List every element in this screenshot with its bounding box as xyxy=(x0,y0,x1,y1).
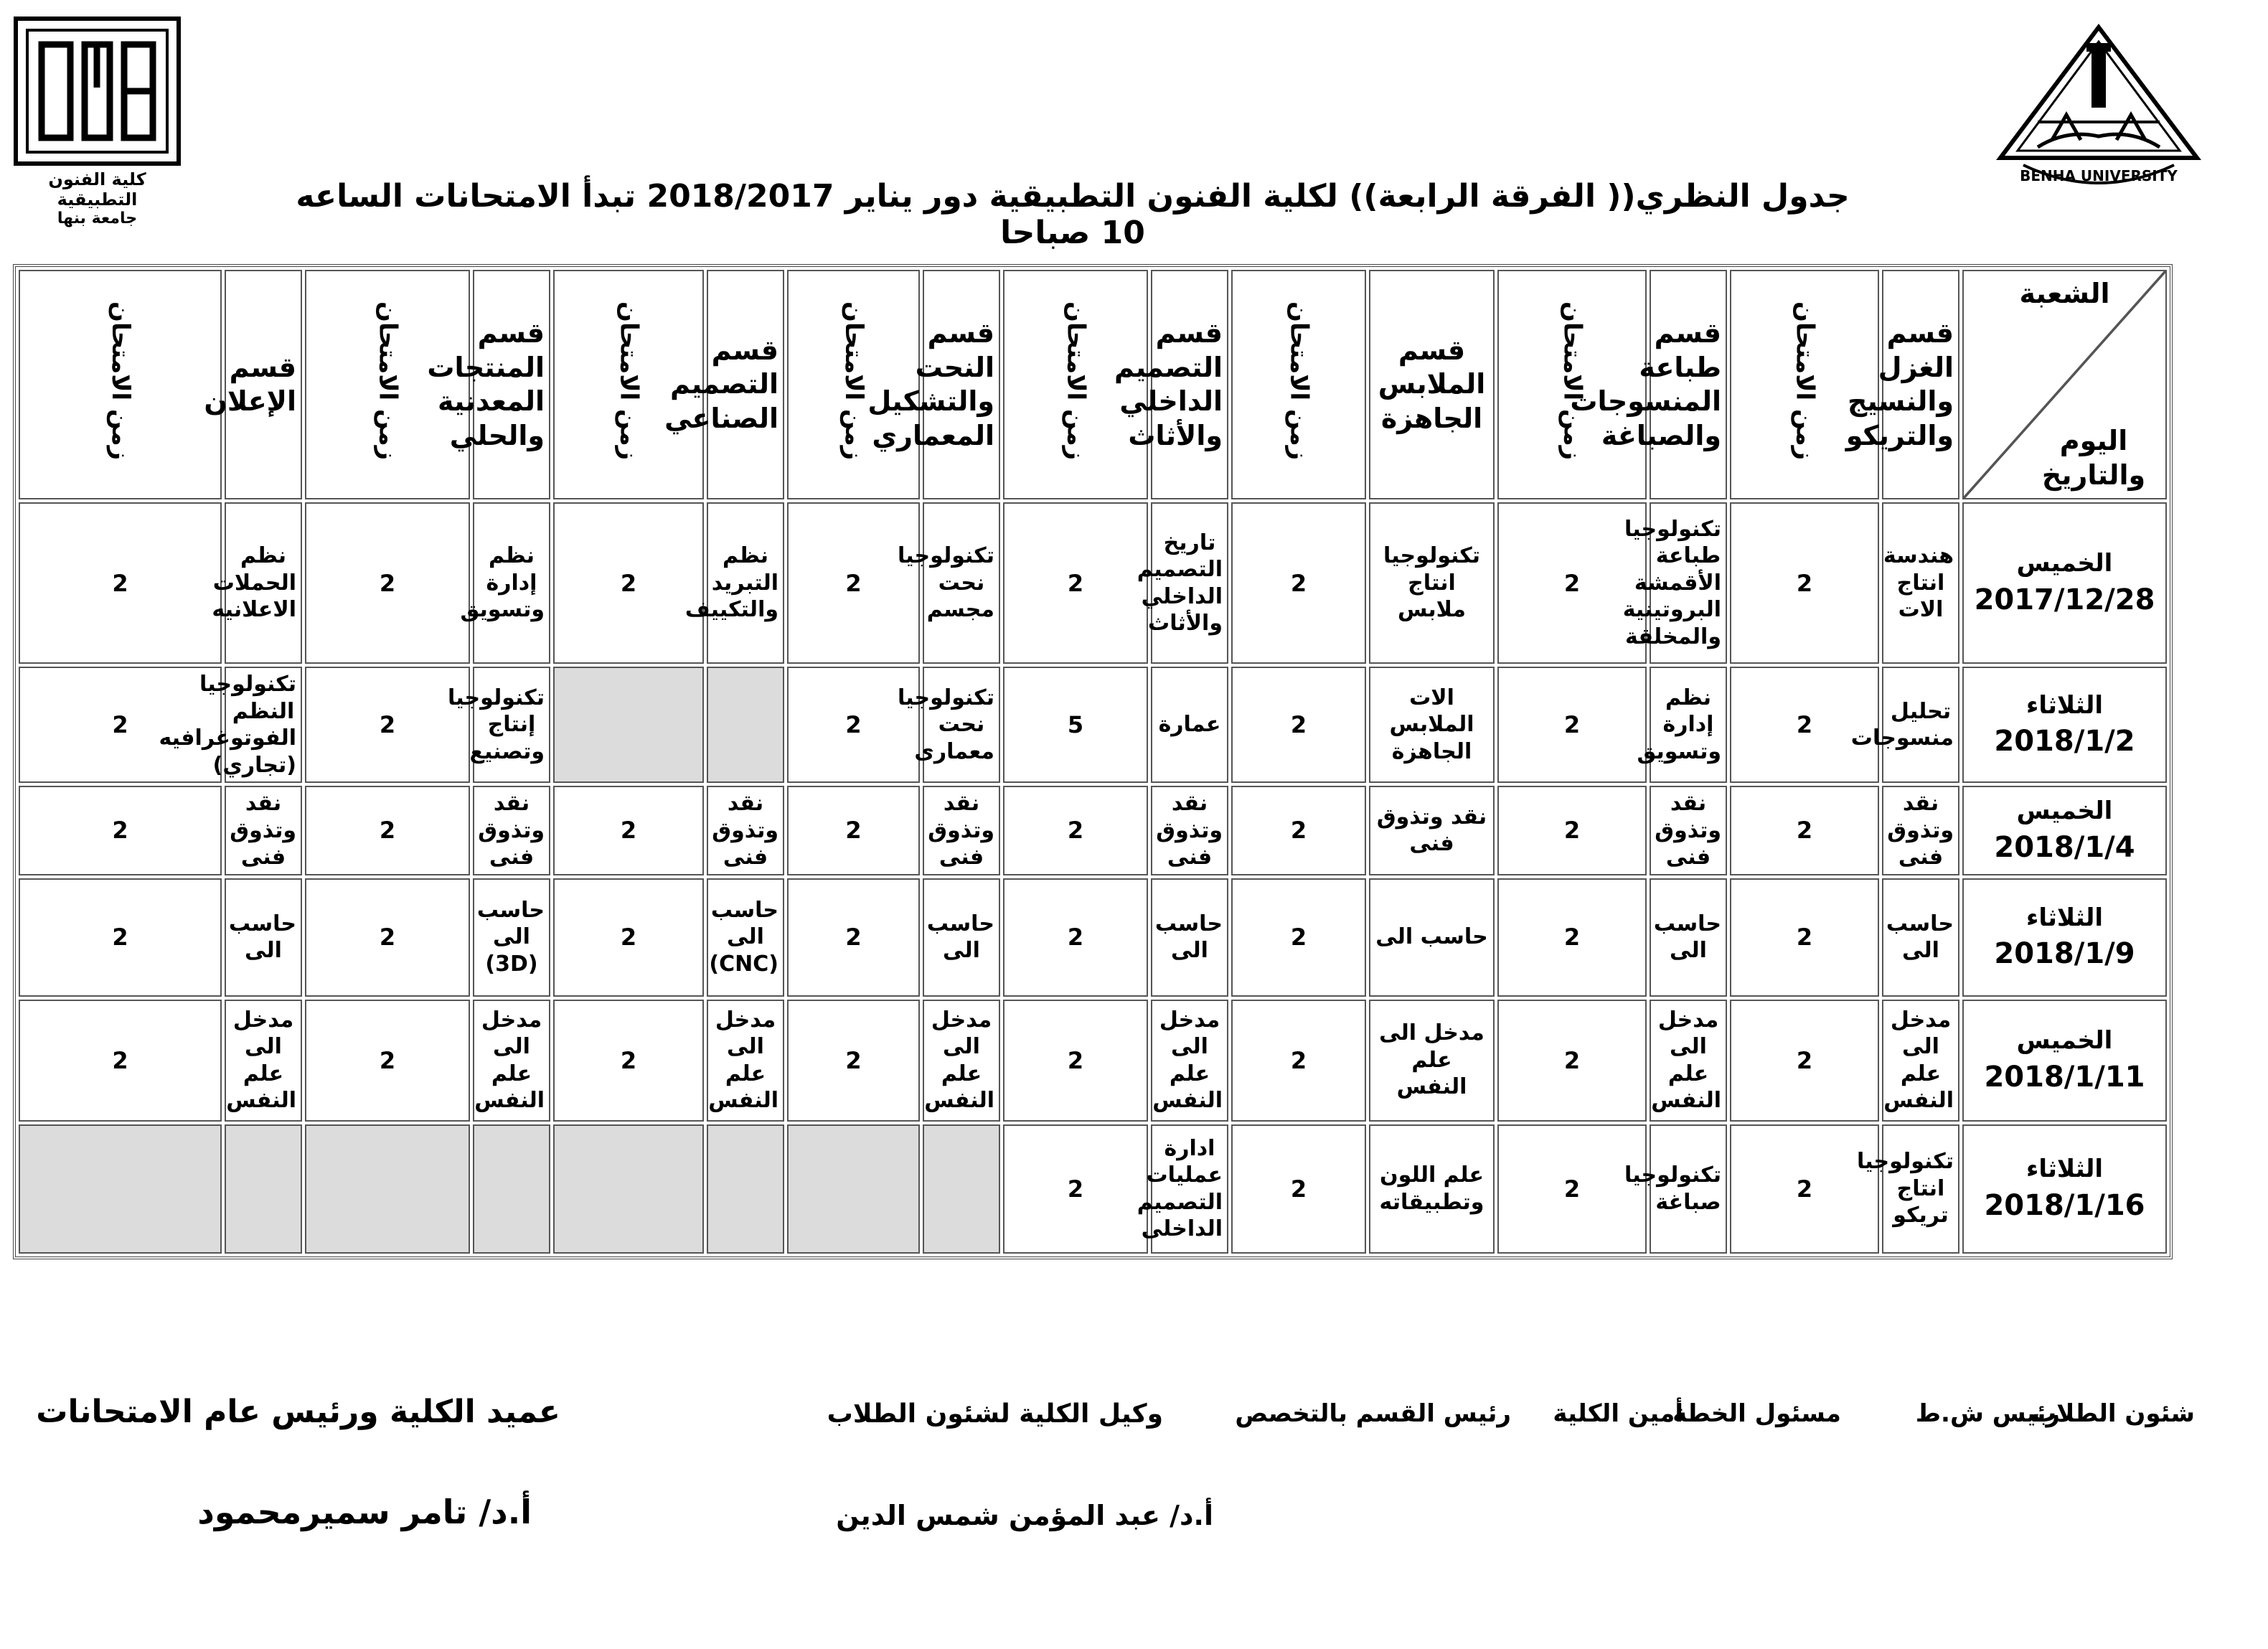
subject-cell: نظم الحملات الاعلانيه xyxy=(225,502,302,664)
table-row xyxy=(19,786,2167,875)
subject-cell xyxy=(225,1124,302,1254)
subject-cell: نقد وتذوق فنى xyxy=(1882,786,1959,875)
duration-cell: 2 xyxy=(1497,878,1647,997)
duration-cell: 2 xyxy=(1231,502,1366,664)
subject-cell: نقد وتذوق فنى xyxy=(1650,786,1727,875)
duration-cell: 2 xyxy=(305,1000,470,1122)
time-header: زمن الامتحان xyxy=(305,270,470,499)
dept-header: قسم الملابس الجاهزة xyxy=(1369,270,1495,499)
subject-cell: عمارة xyxy=(1151,667,1228,783)
duration-cell: 2 xyxy=(1730,786,1879,875)
duration-cell: 2 xyxy=(305,878,470,997)
sig-college-secretary: أمين الكلية xyxy=(1553,1399,1683,1428)
duration-cell: 2 xyxy=(305,786,470,875)
dept-header: قسم الإعلان xyxy=(225,270,302,499)
day-label: الخميس xyxy=(2016,549,2113,578)
duration-cell: 2 xyxy=(1003,1000,1148,1122)
duration-cell: 2 xyxy=(1730,878,1879,997)
sig-vice-dean: وكيل الكلية لشئون الطلاب xyxy=(827,1399,1163,1429)
duration-cell: 2 xyxy=(1497,502,1647,664)
date-label: 2018/1/11 xyxy=(1984,1060,2145,1094)
time-header: زمن الامتحان xyxy=(553,270,704,499)
duration-cell xyxy=(553,1124,704,1254)
date-cell xyxy=(1962,502,2167,664)
subject-cell: نقد وتذوق فنى xyxy=(707,786,784,875)
subject-cell: مدخل الى علم النفس xyxy=(1882,1000,1959,1122)
duration-cell: 2 xyxy=(787,502,920,664)
subject-cell: حاسب الى xyxy=(1151,878,1228,997)
dept-header: قسم طباعة المنسوجات والصباغة xyxy=(1650,270,1727,499)
signature-row-titles xyxy=(0,1394,2268,1442)
university-logo-mark xyxy=(1995,22,2203,190)
dept-header: قسم التصميم الداخلي والأثاث xyxy=(1151,270,1228,499)
subject-cell: نقد وتذوق فنى xyxy=(923,786,1000,875)
duration-cell: 2 xyxy=(787,878,920,997)
subject-cell: مدخل الى علم النفس xyxy=(225,1000,302,1122)
duration-cell: 2 xyxy=(1003,502,1148,664)
subject-cell: تكنولوجيا نحت مجسم xyxy=(923,502,1000,664)
university-logo-caption: BENHA UNIVERSITY xyxy=(2020,167,2178,184)
dept-header: قسم النحت والتشكيل المعماري xyxy=(923,270,1000,499)
subject-cell: مدخل الى علم النفس xyxy=(707,1000,784,1122)
subject-cell: حاسب الى xyxy=(923,878,1000,997)
subject-cell: علم اللون وتطبيقاته xyxy=(1369,1124,1495,1254)
table-row xyxy=(19,502,2167,664)
duration-cell: 2 xyxy=(787,786,920,875)
table-row xyxy=(19,1000,2167,1122)
faculty-logo-caption-1: كلية الفنون التطبيقية xyxy=(48,169,146,210)
subject-cell xyxy=(473,1124,550,1254)
duration-cell: 2 xyxy=(1497,786,1647,875)
day-label: الخميس xyxy=(2016,1026,2113,1056)
subject-cell: نقد وتذوق فنى xyxy=(1151,786,1228,875)
dept-header: قسم المنتجات المعدنية والحلي xyxy=(473,270,550,499)
duration-cell: 2 xyxy=(1730,1000,1879,1122)
subject-cell: حاسب الى xyxy=(1650,878,1727,997)
duration-cell: 2 xyxy=(553,502,704,664)
date-label: 2018/1/4 xyxy=(1994,830,2135,864)
day-label: الثلاثاء xyxy=(2025,690,2104,720)
sig-head-st: رئيس ش.ط xyxy=(1915,1399,2060,1428)
subject-cell: تكنولوجيا النظم الفوتوغرافيه (تجاري) xyxy=(225,667,302,783)
duration-cell xyxy=(553,667,704,783)
subject-cell: تاريخ التصميم الداخلي والأثاث xyxy=(1151,502,1228,664)
date-label: 2018/1/16 xyxy=(1984,1188,2145,1222)
duration-cell: 2 xyxy=(305,502,470,664)
duration-cell xyxy=(787,1124,920,1254)
day-label: الثلاثاء xyxy=(2025,1155,2104,1184)
time-header: زمن الامتحان xyxy=(1730,270,1879,499)
table-row xyxy=(19,1124,2167,1254)
subject-cell: حاسب الى xyxy=(1369,878,1495,997)
duration-cell: 2 xyxy=(1497,1124,1647,1254)
subject-cell: مدخل الى علم النفس xyxy=(1650,1000,1727,1122)
duration-cell: 2 xyxy=(1497,1000,1647,1122)
duration-cell: 2 xyxy=(1231,878,1366,997)
subject-cell: تكنولوجيا نحت معمارى xyxy=(923,667,1000,783)
subject-cell xyxy=(707,1124,784,1254)
duration-cell: 2 xyxy=(305,667,470,783)
table-row xyxy=(19,878,2167,997)
subject-cell: تكنولوجيا إنتاج وتصنيع xyxy=(473,667,550,783)
subject-cell: مدخل الى علم النفس xyxy=(1369,1000,1495,1122)
university-logo xyxy=(1995,22,2203,190)
sig-vice-dean-name: أ.د/ عبد المؤمن شمس الدين xyxy=(836,1500,1213,1531)
duration-cell: 2 xyxy=(1231,667,1366,783)
subject-cell: مدخل الى علم النفس xyxy=(473,1000,550,1122)
duration-cell: 2 xyxy=(19,878,222,997)
time-header: زمن الامتحان xyxy=(19,270,222,499)
date-cell xyxy=(1962,1124,2167,1254)
subject-cell: مدخل الى علم النفس xyxy=(1151,1000,1228,1122)
sig-student-affairs: شئون الطلاب xyxy=(2031,1399,2195,1428)
corner-division-label: الشعبة xyxy=(2019,278,2110,309)
duration-cell: 2 xyxy=(553,786,704,875)
dept-header: قسم التصميم الصناعي xyxy=(707,270,784,499)
time-header: زمن الامتحان xyxy=(1231,270,1366,499)
duration-cell: 2 xyxy=(19,1000,222,1122)
subject-cell: حاسب الى (CNC) xyxy=(707,878,784,997)
page-title: جدول النظري(( الفرقة الرابعة)) لكلية الفنون التطبيقية دور يناير 2018/2017 تبدأ الامتحانات الساعه 10 صباحا xyxy=(296,178,1850,251)
subject-cell: تكنولوجيا انتاج تريكو xyxy=(1882,1124,1959,1254)
date-label: 2018/1/9 xyxy=(1994,937,2135,971)
duration-cell xyxy=(19,1124,222,1254)
sig-dean: عميد الكلية ورئيس عام الامتحانات xyxy=(36,1394,560,1430)
duration-cell: 2 xyxy=(19,667,222,783)
signature-row-names xyxy=(0,1493,2268,1536)
duration-cell: 2 xyxy=(19,786,222,875)
faculty-logo xyxy=(13,16,182,227)
subject-cell: نظم إدارة وتسويق xyxy=(1650,667,1727,783)
sig-dept-head: رئيس القسم بالتخصص xyxy=(1235,1399,1511,1428)
day-label: الخميس xyxy=(2016,797,2113,825)
faculty-logo-mark xyxy=(13,16,182,166)
sig-plan-officer: مسئول الخطة xyxy=(1672,1399,1841,1428)
subject-cell: نقد وتذوق فنى xyxy=(1369,786,1495,875)
subject-cell xyxy=(923,1124,1000,1254)
duration-cell: 2 xyxy=(1497,667,1647,783)
subject-cell: هندسة انتاج الات xyxy=(1882,502,1959,664)
day-label: الثلاثاء xyxy=(2025,903,2104,932)
subject-cell: الات الملابس الجاهزة xyxy=(1369,667,1495,783)
subject-cell: مدخل الى علم النفس xyxy=(923,1000,1000,1122)
subject-cell: نقد وتذوق فنى xyxy=(473,786,550,875)
date-cell xyxy=(1962,1000,2167,1122)
time-header: زمن الامتحان xyxy=(1497,270,1647,499)
subject-cell: حاسب الى (3D) xyxy=(473,878,550,997)
duration-cell: 2 xyxy=(787,1000,920,1122)
table-row xyxy=(19,667,2167,783)
duration-cell: 2 xyxy=(1003,1124,1148,1254)
header-row xyxy=(19,270,2167,499)
subject-cell: ادارة عمليات التصميم الداخلى xyxy=(1151,1124,1228,1254)
duration-cell: 2 xyxy=(1730,667,1879,783)
dept-header: قسم الغزل والنسيج والتريكو xyxy=(1882,270,1959,499)
subject-cell: نظم إدارة وتسويق xyxy=(473,502,550,664)
subject-cell: تحليل منسوجات xyxy=(1882,667,1959,783)
subject-cell: تكنولوجيا صباغة xyxy=(1650,1124,1727,1254)
subject-cell xyxy=(707,667,784,783)
time-header: زمن الامتحان xyxy=(787,270,920,499)
duration-cell: 5 xyxy=(1003,667,1148,783)
duration-cell: 2 xyxy=(787,667,920,783)
duration-cell: 2 xyxy=(1730,502,1879,664)
date-cell xyxy=(1962,878,2167,997)
subject-cell: نظم التبريد والتكييف xyxy=(707,502,784,664)
duration-cell: 2 xyxy=(1231,786,1366,875)
duration-cell: 2 xyxy=(1003,786,1148,875)
subject-cell: نقد وتذوق فنى xyxy=(225,786,302,875)
duration-cell: 2 xyxy=(19,502,222,664)
time-header: زمن الامتحان xyxy=(1003,270,1148,499)
subject-cell: تكنولوجيا طباعة الأقمشة البروتينية والمخلقة xyxy=(1650,502,1727,664)
date-label: 2018/1/2 xyxy=(1994,725,2135,758)
duration-cell: 2 xyxy=(553,878,704,997)
faculty-logo-caption-2: جامعة بنها xyxy=(57,210,138,227)
duration-cell: 2 xyxy=(1231,1124,1366,1254)
subject-cell: تكنولوجيا انتاج ملابس xyxy=(1369,502,1495,664)
subject-cell: حاسب الى xyxy=(1882,878,1959,997)
duration-cell: 2 xyxy=(1003,878,1148,997)
corner-header xyxy=(1962,270,2167,499)
date-cell xyxy=(1962,667,2167,783)
date-label: 2017/12/28 xyxy=(1974,583,2155,616)
duration-cell: 2 xyxy=(553,1000,704,1122)
corner-date-label: اليوم والتاريخ xyxy=(2041,425,2146,491)
duration-cell: 2 xyxy=(1231,1000,1366,1122)
subject-cell: حاسب الى xyxy=(225,878,302,997)
sig-dean-name: أ.د/ تامر سميرمحمود xyxy=(197,1493,532,1531)
schedule-table-wrapper xyxy=(13,264,2173,1241)
duration-cell xyxy=(305,1124,470,1254)
date-cell xyxy=(1962,786,2167,875)
duration-cell: 2 xyxy=(1730,1124,1879,1254)
schedule-table xyxy=(13,264,2173,1259)
